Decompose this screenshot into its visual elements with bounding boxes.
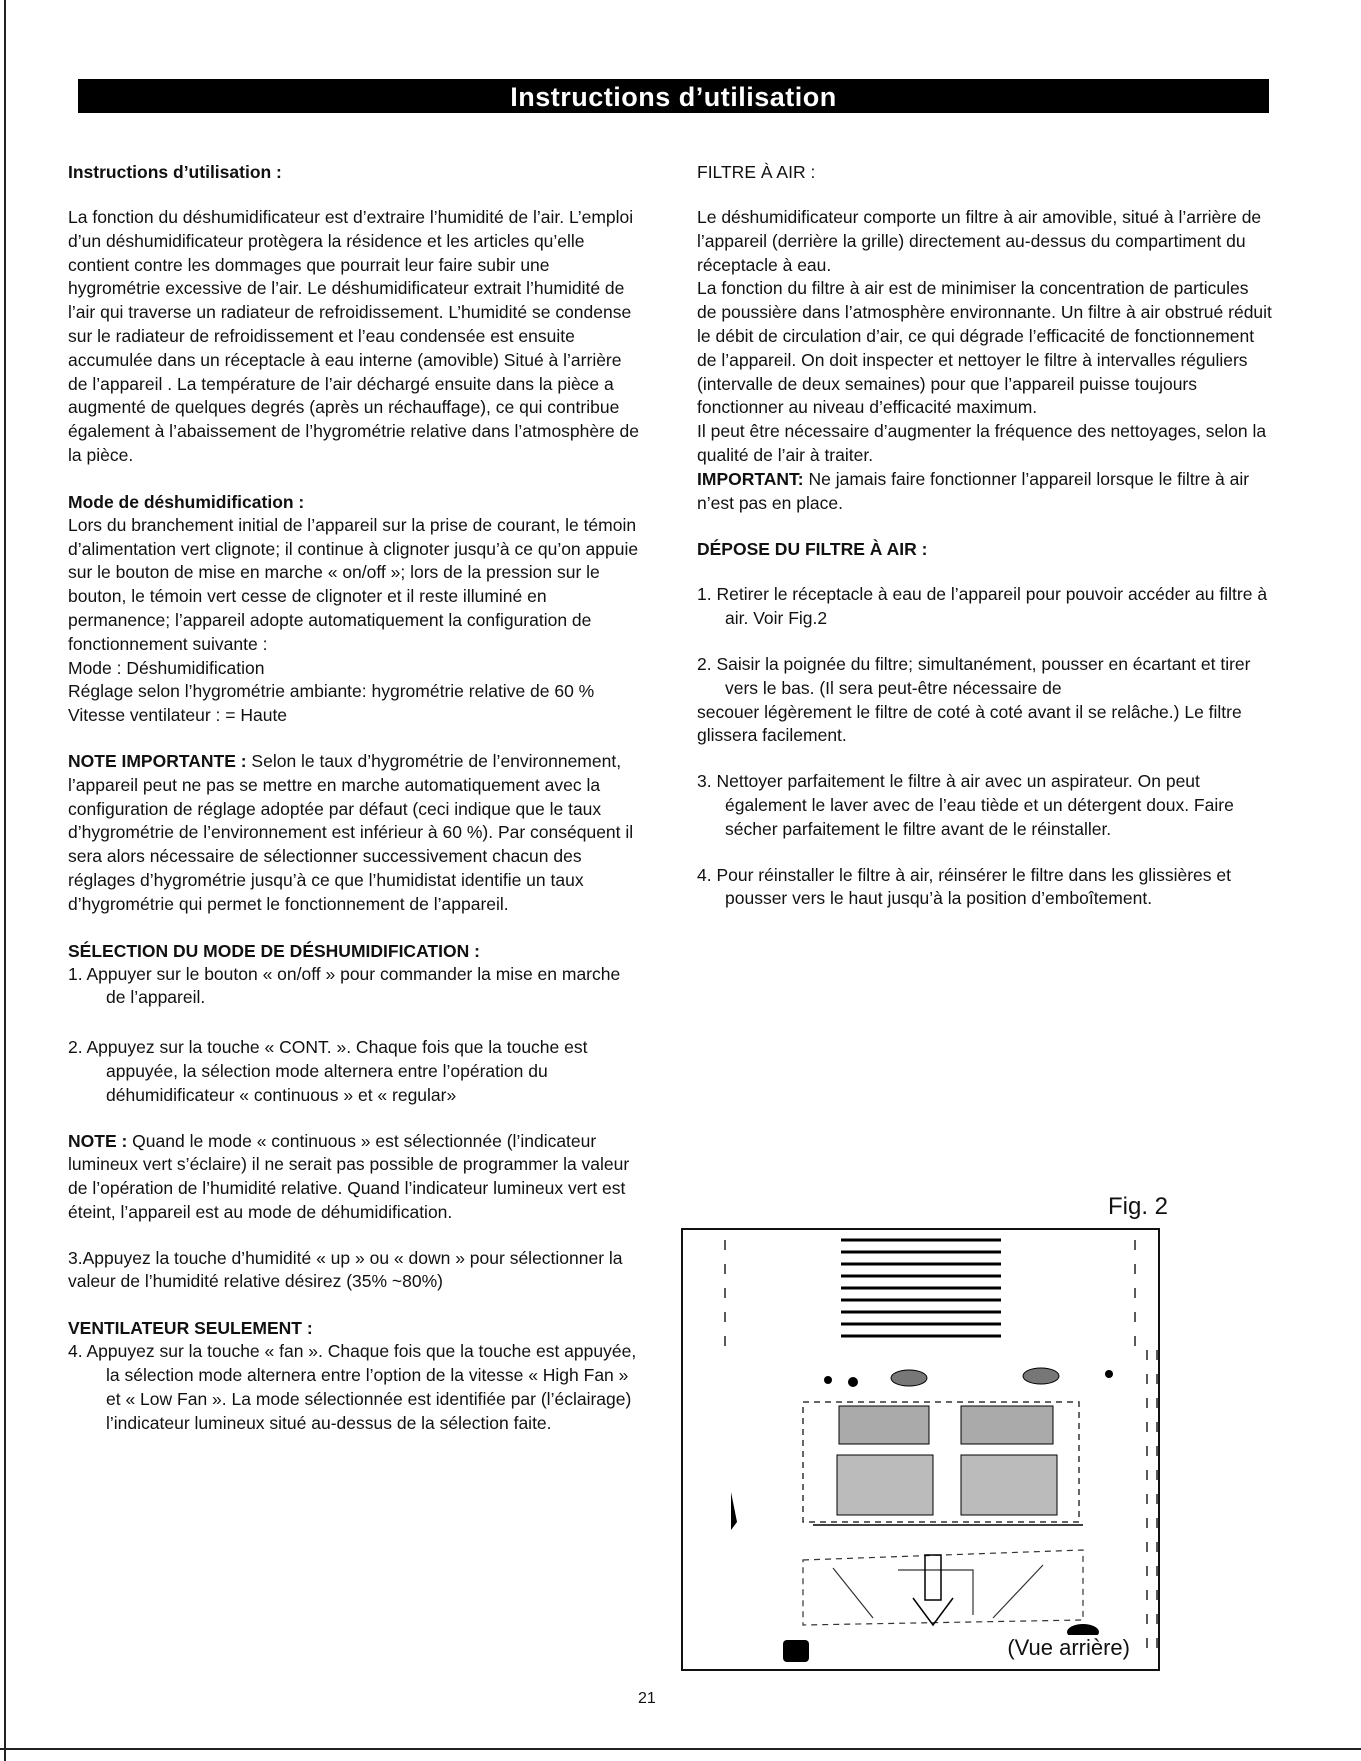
dehumidifier-rear-illustration — [683, 1230, 1160, 1671]
important-note — [68, 750, 643, 917]
pull-arrow-icon — [913, 1555, 953, 1625]
step-4: 4. Appuyez sur la touche « fan ». Chaque fois que la touche est appuyée, la sélection mode alternera entre l’option de la vitesse « High Fan » et « Low Fan ». La mode sélectionnée est identifiée par (l’éclairage) l’indicateur lumineux situé au-dessus de la sélection faite. — [68, 1341, 637, 1433]
left-column — [68, 160, 643, 1435]
foot-left — [783, 1640, 809, 1662]
indicator-dot-right — [1105, 1370, 1113, 1378]
indicator-dot-left — [824, 1376, 832, 1384]
intro-paragraph: La fonction du déshumidificateur est d’extraire l’humidité de l’air. L’emploi d’un déshumidificateur protègera la résidence et les articles qu’elle contient contre les dommages que pourrait leur faire subir une hygrométrie excessive de l’air. Le déshumidificateur extrait l’humidité de l’air qui traverse un radiateur de refroidissement. L’humidité se condense sur le radiateur de refroidissement et l’eau condensée est ensuite accumulée dans un réceptacle à eau interne (amovible) Situé à l’arrière de l’appareil . La température de l’air déchargé ensuite dans la pièce a augmenté de quelques degrés (après un réchauffage), ce qui contribue également à l’abaissement de l’hygrométrie relative dans l’atmosphère de la pièce. — [68, 207, 640, 465]
page-edge-bottom — [0, 1748, 1361, 1750]
heading-fan-only: VENTILATEUR SEULEMENT : — [68, 1318, 313, 1339]
air-filter — [803, 1402, 1083, 1525]
heading-dehumidification-mode: Mode de déshumidification : — [68, 491, 305, 512]
filter-paragraph-2: La fonction du filtre à air est de minimiser la concentration de particules de poussière dans l’atmosphère environnante. Un filtre à air obstrué réduit le débit de circulation d’air, ce qui dégrade l’efficacité de fonctionnement de l’appareil. On doit inspecter et nettoyer le filtre à intervalles réguliers (intervalle de deux semaines) pour que l’appareil puisse toujours fonctionner au niveau d’efficacité maximum. — [697, 278, 1272, 418]
step-1: 1. Appuyer sur le bouton « on/off » pour commander la mise en marche de l’appareil. — [68, 963, 621, 1008]
important-note-label: NOTE IMPORTANTE : — [68, 750, 247, 771]
heading-filter-removal: DÉPOSE DU FILTRE À AIR : — [697, 539, 928, 560]
removal-step-4: 4. Pour réinstaller le filtre à air, réinsérer le filtre dans les glissières et pousser vers le haut jusqu’à la position d’emboîtement. — [697, 864, 1231, 909]
logo-badge-left — [891, 1370, 927, 1386]
removal-step-1: 1. Retirer le réceptacle à eau de l’appareil pour pouvoir accéder au filtre à air. Voir Fig.2 — [697, 584, 1268, 629]
logo-badge-right — [1023, 1368, 1059, 1384]
removal-step-2: 2. Saisir la poignée du filtre; simultanément, pousser en écartant et tirer vers le bas. (Il sera peut-être nécessaire de — [697, 653, 1251, 698]
mode-setting-line: Mode : Déshumidification — [68, 657, 265, 678]
note — [68, 1130, 643, 1225]
filter-paragraph-3: Il peut être nécessaire d’augmenter la fréquence des nettoyages, selon la qualité de l’air à traiter. — [697, 421, 1267, 465]
step-3: 3.Appuyez la touche d’humidité « up » ou « down » pour sélectionner la valeur de l’humidité relative désirez (35% ~80%) — [68, 1247, 623, 1292]
mode-paragraph: Lors du branchement initial de l’appareil sur la prise de courant, le témoin d’alimentation vert clignote; il continue à clignoter jusqu’à ce qu’on appuie sur le bouton de mise en marche « on/off »; lors de la pression sur le bouton, le témoin vert cesse de clignoter et il reste illuminé en permanence; l’appareil adopte automatiquement la configuration de fonctionnement suivante : — [68, 514, 639, 654]
heading-air-filter: FILTRE À AIR : — [697, 162, 816, 182]
rear-grille — [841, 1240, 1001, 1336]
removal-step-2-continued: secouer légèrement le filtre de coté à coté avant il se relâche.) Le filtre glissera facilement. — [697, 701, 1242, 746]
indicator-dot-left-2 — [848, 1377, 858, 1387]
figure-rear-view — [681, 1228, 1160, 1671]
important-warning — [697, 468, 1272, 516]
step-2: 2. Appuyez sur la touche « CONT. ». Chaque fois que la touche est appuyée, la sélection mode alternera entre l’opération du déhumidificateur « continuous » et « regular» — [68, 1037, 588, 1105]
filter-paragraph-1: Le déshumidificateur comporte un filtre à air amovible, situé à l’arrière de l’appareil (derrière la grille) directement au-dessus du compartiment du réceptacle à eau. — [697, 207, 1262, 275]
heading-instructions: Instructions d’utilisation : — [68, 162, 282, 182]
heading-mode-selection: SÉLECTION DU MODE DE DÉSHUMIDIFICATION : — [68, 940, 480, 961]
figure-caption: (Vue arrière) — [1007, 1635, 1130, 1660]
humidity-setting-line: Réglage selon l’hygrométrie ambiante: hygrométrie relative de 60 % — [68, 681, 595, 702]
note-text: Quand le mode « continuous » est sélectionnée (l’indicateur lumineux vert s’éclaire) il ne serait pas possible de programmer la valeur de l’opération de l’humidité relative. Quand l’indicateur lumineux vert est éteint, l’appareil est au mode de déhumidification. — [68, 1130, 630, 1222]
important-note-text: Selon le taux d’hygrométrie de l’environnement, l’appareil peut ne pas se mettre en marche automatiquement avec la configuration de réglage adoptée par défaut (ceci indique que le taux d’hygrométrie de l’environnement est inférieur à 60 %). Par conséquent il sera alors nécessaire de sélectionner successivement chacun des réglages d’hygrométrie jusqu’à ce que l’humidistat identifie un taux d’hygrométrie qui permet le fonctionnement de l’appareil. — [68, 750, 634, 914]
page-title-banner: Instructions d’utilisation — [78, 79, 1269, 113]
water-reservoir — [803, 1550, 1083, 1625]
side-handle — [731, 1492, 737, 1530]
right-column — [697, 160, 1272, 911]
note-label: NOTE : — [68, 1130, 128, 1151]
fan-speed-line: Vitesse ventilateur : = Haute — [68, 705, 288, 726]
important-text: Ne jamais faire fonctionner l’appareil lorsque le filtre à air n’est pas en place. — [697, 468, 1250, 513]
page-number: 21 — [638, 1690, 656, 1707]
page-edge-left — [4, 0, 6, 1761]
important-label: IMPORTANT: — [697, 468, 804, 489]
figure-label: Fig. 2 — [1108, 1193, 1169, 1220]
removal-step-3: 3. Nettoyer parfaitement le filtre à air avec un aspirateur. On peut également le laver avec de l’eau tiède et un détergent doux. Faire sécher parfaitement le filtre avant de le réinstaller. — [697, 771, 1234, 839]
